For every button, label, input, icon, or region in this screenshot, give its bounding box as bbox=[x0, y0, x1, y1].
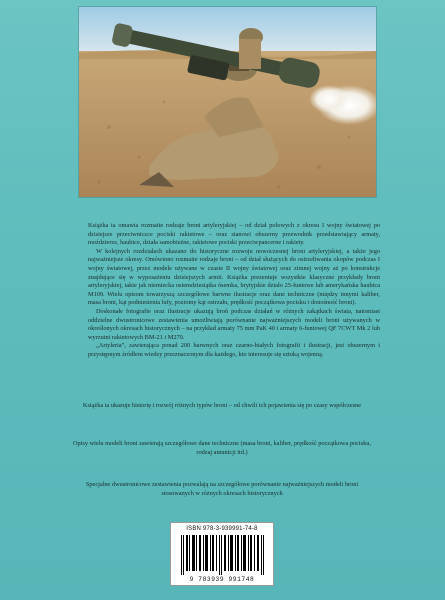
isbn-barcode bbox=[170, 522, 274, 586]
description-paragraph: W kolejnych rozdziałach ukazano tło historyczne rozwoju nowoczesnej broni artyleryjskiej, a także jego najważniejsze okresy. Omówiono rozmaite rodzaje broni – od dział służących do ostrzeliwania okopów podczas I wojny światowej, przez modele używane w czasie II wojny światowej oraz zimnej wojny aż po konstrukcje znajdujące się w wyposażeniu dzisiejszych armii. Książka prezentuje wszystkie klasyczne przykłady broni artyleryjskiej, takie jak niemiecka osiemdziesiątka ósemka, brytyjskie działo 25-funtowe lub amerykańska haubica M109. Wielu opisom towarzyszą szczegółowe barwne ilustracje oraz dane techniczne (między innymi kaliber, masa broni, kąt podniesienia lufy, poziomy kąt ostrzału, prędkość początkowa pocisku i donośność broni). bbox=[88, 247, 380, 307]
soldier-with-missile-launcher-photo bbox=[79, 7, 376, 197]
isbn-label: ISBN 978-3-939991-74-8 bbox=[186, 526, 258, 532]
description-text bbox=[88, 222, 380, 360]
description-paragraph: Doskonałe fotografie oraz ilustracje ukazują broń podczas działań w różnych zakątkach świata, natomiast oddzielne dwustronicowe zestawienia umożliwiają porównanie najważniejszych modeli broni używanych w określonych okresach historycznych – na przykład armaty 75 mm PaK 40 i armaty 6-funtowej QF 7CWT Mk 2 lub wyrzutni rakietowych BM-21 i M270. bbox=[88, 307, 380, 341]
feature-comparisons: Specjalne dwustronicowe zestawienia pozwalają na szczegółowe porównanie najważniejszych modeli broni stosowanych w różnych okresach historycznych bbox=[85, 481, 359, 497]
feature-technical-data: Opisy wielu modeli broni zawierają szczegółowe dane techniczne (masa broni, kaliber, prędkość początkowa pocisku, rodzaj amunicji itd.) bbox=[72, 440, 372, 456]
description-paragraph: „Artyleria”, zawierająca ponad 200 barwnych oraz czarno-białych fotografii i ilustracji, jest obszernym i przystępnym źródłem wiedzy przeznaczonym dla każdego, kto interesuje się sztuką wojenną. bbox=[88, 342, 380, 358]
ean-digits: 9 783939 991748 bbox=[189, 576, 255, 583]
barcode-bars bbox=[179, 535, 267, 575]
description-paragraph: Książka ta omawia rozmaite rodzaje broni artyleryjskiej – od dział polowych z okresu I wojny światowej po dzisiejsze przeciwniczce pociski rakietowe – oraz stanowi obszerny przewodnik przedstawiający armaty, moździerze, haubice, działa samobieżne, rakietowe pociski przeciwpancerne i rakiety. bbox=[88, 222, 380, 247]
feature-history: Książka ta ukazuje historię i rozwój różnych typów broni – od chwili ich pojawienia się po czasy współczesne bbox=[82, 402, 362, 409]
